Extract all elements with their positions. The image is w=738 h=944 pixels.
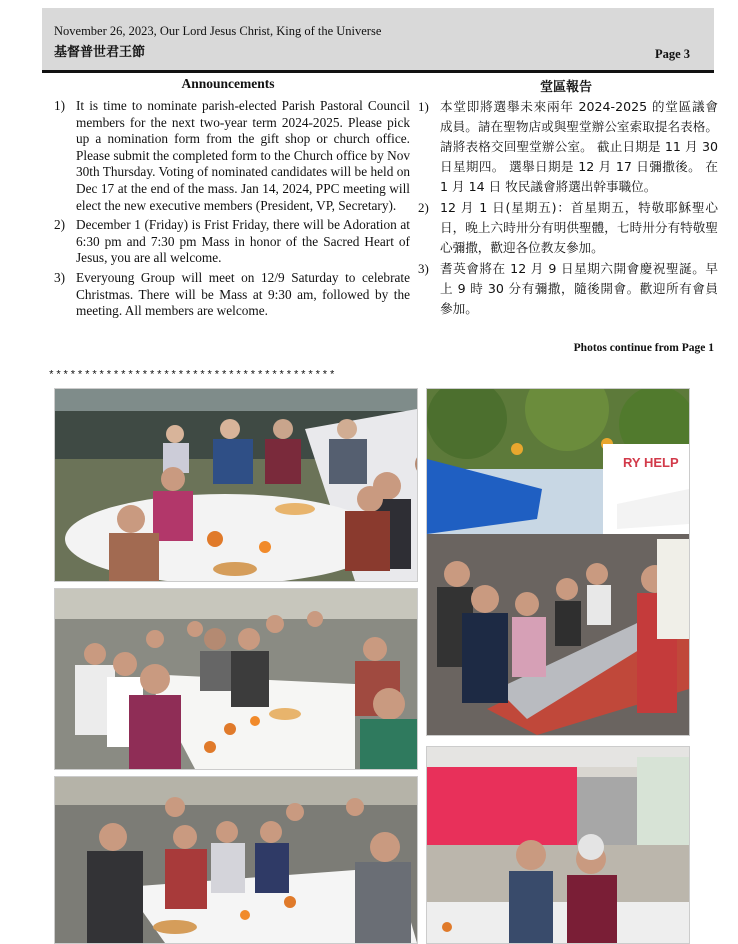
header-date-feast: November 26, 2023, Our Lord Jesus Christ, King of the Universe xyxy=(54,24,382,38)
announcement-number: 1) xyxy=(54,98,66,113)
photo-parishioners-table-2 xyxy=(54,588,418,770)
announcement-text: Everyoung Group will meet on 12/9 Saturday to celebrate Christmas. There will be Mass at 9:30 am, followed by the meeting. All members are welcome. xyxy=(76,269,410,319)
chinese-announcement-text: 12 月 1 日(星期五)：首星期五，特敬耶穌聖心日，晚上六時卅分有明供聖體，七時卅分有特敬聖心彌撒，歡迎各位教友參加。 xyxy=(440,200,718,255)
page-number: Page 3 xyxy=(654,47,690,61)
announcement-text: It is time to nominate parish-elected Parish Pastoral Council members for the next two-year term 2024-2025. Please pick up a nomination form from the gift shop or church office. Please submit the completed form to the Church office by Nov 30th Thursday. Voting of nominated candidates will be held on Dec 17 at the end of the mass. Jan 14, 2024, PPC meeting will elect the new executive members (President, VP, Secretary). xyxy=(76,98,410,213)
announcement-item xyxy=(54,217,410,267)
photo-illustration xyxy=(427,389,689,735)
chinese-announcement-item xyxy=(418,259,718,319)
chinese-announcement-item xyxy=(418,198,718,258)
chinese-announcement-number: 1) xyxy=(418,99,429,114)
sign-text: RY HELP xyxy=(623,455,679,470)
announcement-number: 3) xyxy=(54,269,66,285)
page-header xyxy=(42,8,714,73)
photo-seniors-red-wall xyxy=(426,746,690,944)
chinese-announcement-text: 本堂即將選舉未來兩年 2024-2025 的堂區議會成員。請在聖物店或與聖堂辦公室索取提名表格。請將表格交回聖堂辦公室。 截止日期是 11 月 30 日星期四。 選舉日期是 12 月 17 日彌撒後。 在 1 月 14 日 牧民議會將選出幹事職位。 xyxy=(440,99,718,194)
announcement-item xyxy=(54,270,410,320)
announcements-list xyxy=(54,98,410,323)
chinese-announcements-title: 堂區報告 xyxy=(539,80,592,95)
photo-illustration xyxy=(55,777,417,943)
photos-continue-note: Photos continue from Page 1 xyxy=(573,342,714,354)
announcement-text: December 1 (Friday) is Frist Friday, there will be Adoration at 6:30 pm and 7:30 pm Mass in honor of the Sacred Heart of Jesus, you are all welcome. xyxy=(76,217,410,266)
chinese-announcement-text: 耆英會將在 12 月 9 日星期六開會慶祝聖誕。早上 9 時 30 分有彌撒，隨後開會。歡迎所有會員參加。 xyxy=(440,261,718,316)
announcement-item xyxy=(54,98,410,214)
announcement-number: 2) xyxy=(54,217,66,233)
chinese-announcement-number: 3) xyxy=(418,261,429,276)
photo-parishioners-table-1 xyxy=(54,388,418,582)
chinese-announcement-number: 2) xyxy=(418,200,429,215)
header-feast-chinese: 基督普世君王節 xyxy=(54,45,146,60)
asterisk-divider: **************************************** xyxy=(48,370,337,382)
photo-illustration xyxy=(55,389,417,581)
photo-illustration xyxy=(55,589,417,769)
photo-parishioners-table-3 xyxy=(54,776,418,944)
photo-illustration xyxy=(427,747,689,943)
chinese-announcement-item xyxy=(418,97,718,197)
photo-buffet-tent xyxy=(426,388,690,736)
announcements-title: Announcements xyxy=(181,76,275,91)
chinese-announcements-list xyxy=(418,97,718,320)
